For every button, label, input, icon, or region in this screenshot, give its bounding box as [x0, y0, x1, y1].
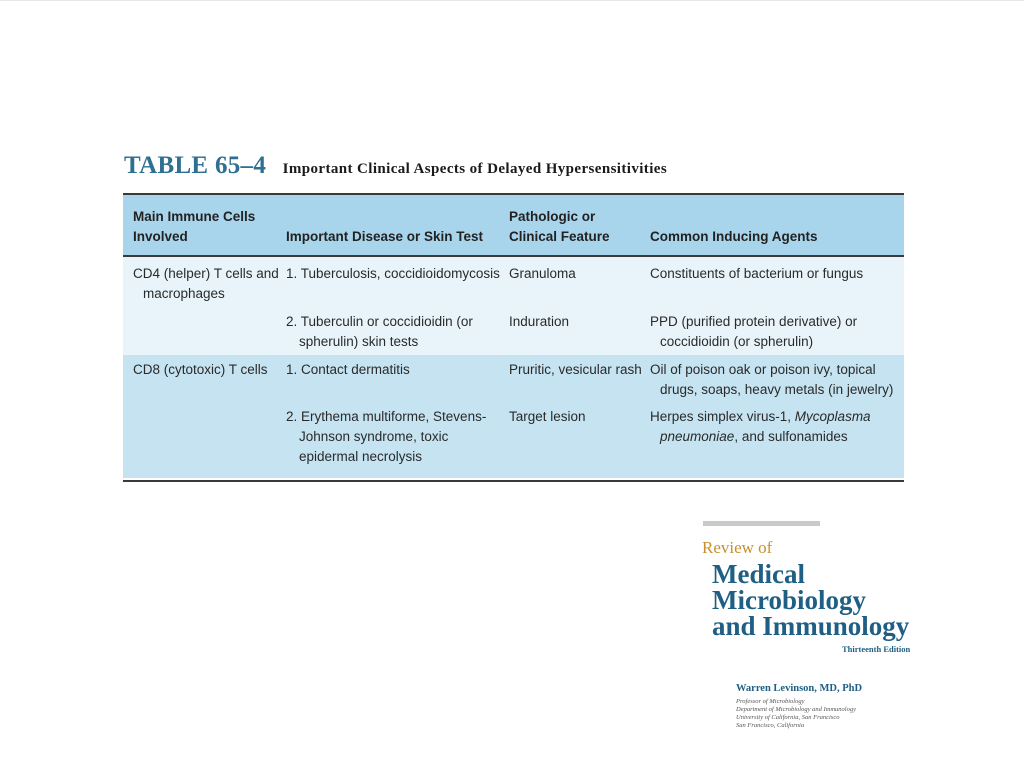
cell-cd8-feature-2: Target lesion	[509, 409, 586, 424]
cell-cd4-agents-2: PPD (purified protein derivative) or coccidioidin (or spherulin)	[650, 314, 858, 349]
header-feature: Pathologic or Clinical Feature	[509, 209, 610, 244]
agents-suffix: , and sulfonamides	[734, 429, 848, 444]
author-affiliation-1: Professor of Microbiology	[736, 698, 805, 705]
header-immune-cells: Main Immune Cells Involved	[133, 209, 256, 244]
cell-cd8-agents-1: Oil of poison oak or poison ivy, topical drugs, soaps, heavy metals (in jewelry)	[650, 362, 894, 397]
book-title-line3: and Immunology	[712, 611, 910, 641]
book-review-of: Review of	[702, 538, 773, 557]
agents-prefix: Herpes simplex virus-1,	[650, 409, 795, 424]
author-affiliation-3: University of California, San Francisco	[736, 714, 840, 721]
book-author: Warren Levinson, MD, PhD	[736, 683, 863, 694]
table-title	[124, 152, 667, 180]
cell-cd4-feature-2: Induration	[509, 314, 570, 329]
book-logo-bar	[703, 521, 820, 526]
header-agents: Common Inducing Agents	[650, 229, 818, 244]
book-edition: Thirteenth Edition	[842, 644, 911, 654]
cell-cd4-disease-1: 1. Tuberculosis, coccidioidomycosis	[286, 266, 500, 281]
header-disease: Important Disease or Skin Test	[286, 229, 484, 244]
cell-cd4-agents-1: Constituents of bacterium or fungus	[650, 266, 864, 281]
cell-cd4-disease-2: 2. Tuberculin or coccidioidin (or spherulin) skin tests	[286, 314, 473, 349]
book-title-line1: Medical	[712, 559, 805, 589]
cell-cd8-agents-2	[650, 407, 912, 447]
cell-cd4-feature-1: Granuloma	[509, 266, 576, 281]
author-affiliation-2: Department of Microbiology and Immunology	[736, 706, 856, 713]
book-title-line2: Microbiology	[712, 585, 866, 615]
table-row-group-cd8	[123, 355, 904, 478]
author-affiliation-4: San Francisco, California	[736, 722, 805, 729]
hypersensitivity-table	[123, 193, 904, 482]
table-row-group-cd4	[123, 257, 904, 355]
table-caption: Important Clinical Aspects of Delayed Hypersensitivities	[282, 161, 668, 177]
cell-cd8-feature-1: Pruritic, vesicular rash	[509, 362, 642, 377]
cell-cd8-disease-2: 2. Erythema multiforme, Stevens-Johnson syndrome, toxic epidermal necrolysis	[286, 409, 487, 464]
table-number: TABLE 65–4	[124, 152, 267, 179]
cell-cd8-cells: CD8 (cytotoxic) T cells	[133, 362, 268, 377]
slide-top-border	[0, 0, 1024, 1]
cell-cd8-disease-1: 1. Contact dermatitis	[286, 362, 410, 377]
table-header-row	[123, 195, 904, 257]
agents-italic: Mycoplasma pneumoniae	[660, 409, 871, 444]
cell-cd4-cells: CD4 (helper) T cells and macrophages	[133, 266, 279, 301]
